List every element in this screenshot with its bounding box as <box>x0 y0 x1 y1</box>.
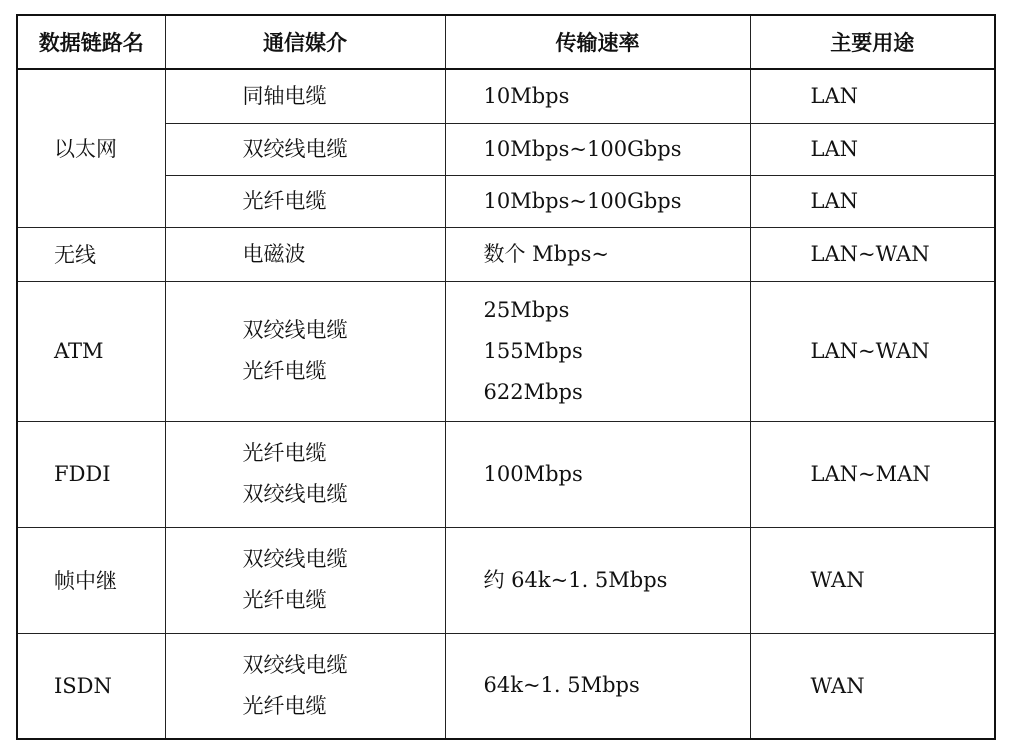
cell-name: ISDN <box>17 633 165 739</box>
medium-line: 双绞线电缆 <box>242 547 348 571</box>
cell-medium <box>165 227 445 281</box>
medium-line: 光纤电缆 <box>242 188 327 213</box>
cell-rate <box>445 69 750 123</box>
table-row <box>17 633 995 739</box>
data-link-table <box>16 14 996 740</box>
cell-use: LAN <box>750 175 995 227</box>
cell-rate <box>445 175 750 227</box>
cell-medium <box>165 633 445 739</box>
medium-line: 双绞线电缆 <box>242 318 348 342</box>
medium-line: 同轴电缆 <box>242 83 327 108</box>
header-transfer-rate: 传输速率 <box>445 15 750 69</box>
rate-line: 约 64k~1. 5Mbps <box>483 567 668 592</box>
rate-line: 10Mbps~100Gbps <box>483 136 682 161</box>
cell-medium <box>165 527 445 633</box>
cell-medium <box>165 123 445 175</box>
cell-medium <box>165 421 445 527</box>
medium-line: 光纤电缆 <box>242 588 327 612</box>
header-medium: 通信媒介 <box>165 15 445 69</box>
cell-use: LAN <box>750 123 995 175</box>
cell-rate <box>445 421 750 527</box>
cell-use: LAN <box>750 69 995 123</box>
rate-line: 100Mbps <box>483 461 583 486</box>
header-data-link-name: 数据链路名 <box>17 15 165 69</box>
cell-use: WAN <box>750 633 995 739</box>
table-row <box>17 281 995 421</box>
medium-line: 电磁波 <box>242 241 306 266</box>
cell-name: 以太网 <box>17 69 165 227</box>
cell-medium <box>165 281 445 421</box>
cell-name: ATM <box>17 281 165 421</box>
cell-rate <box>445 227 750 281</box>
cell-name: 无线 <box>17 227 165 281</box>
table-row <box>17 527 995 633</box>
cell-use: WAN <box>750 527 995 633</box>
rate-line: 10Mbps <box>483 83 570 108</box>
medium-line: 双绞线电缆 <box>242 652 348 677</box>
medium-line: 光纤电缆 <box>242 441 327 465</box>
rate-line: 622Mbps <box>483 379 583 404</box>
rate-line: 25Mbps <box>483 297 570 322</box>
cell-use: LAN~WAN <box>750 227 995 281</box>
cell-rate <box>445 633 750 739</box>
medium-line: 双绞线电缆 <box>242 136 348 161</box>
medium-line: 光纤电缆 <box>242 693 327 718</box>
cell-medium <box>165 69 445 123</box>
cell-rate <box>445 123 750 175</box>
medium-line: 光纤电缆 <box>242 359 327 383</box>
rate-line: 数个 Mbps~ <box>483 241 609 266</box>
cell-name: 帧中继 <box>17 527 165 633</box>
table-row <box>17 421 995 527</box>
rate-line: 64k~1. 5Mbps <box>483 673 640 698</box>
medium-line: 双绞线电缆 <box>242 482 348 506</box>
cell-rate <box>445 527 750 633</box>
cell-name: FDDI <box>17 421 165 527</box>
cell-rate <box>445 281 750 421</box>
cell-medium <box>165 175 445 227</box>
header-row <box>17 15 995 69</box>
header-main-use: 主要用途 <box>750 15 995 69</box>
table-row <box>17 69 995 123</box>
rate-line: 155Mbps <box>483 338 583 363</box>
rate-line: 10Mbps~100Gbps <box>483 188 682 213</box>
table-row <box>17 227 995 281</box>
cell-use: LAN~WAN <box>750 281 995 421</box>
cell-use: LAN~MAN <box>750 421 995 527</box>
